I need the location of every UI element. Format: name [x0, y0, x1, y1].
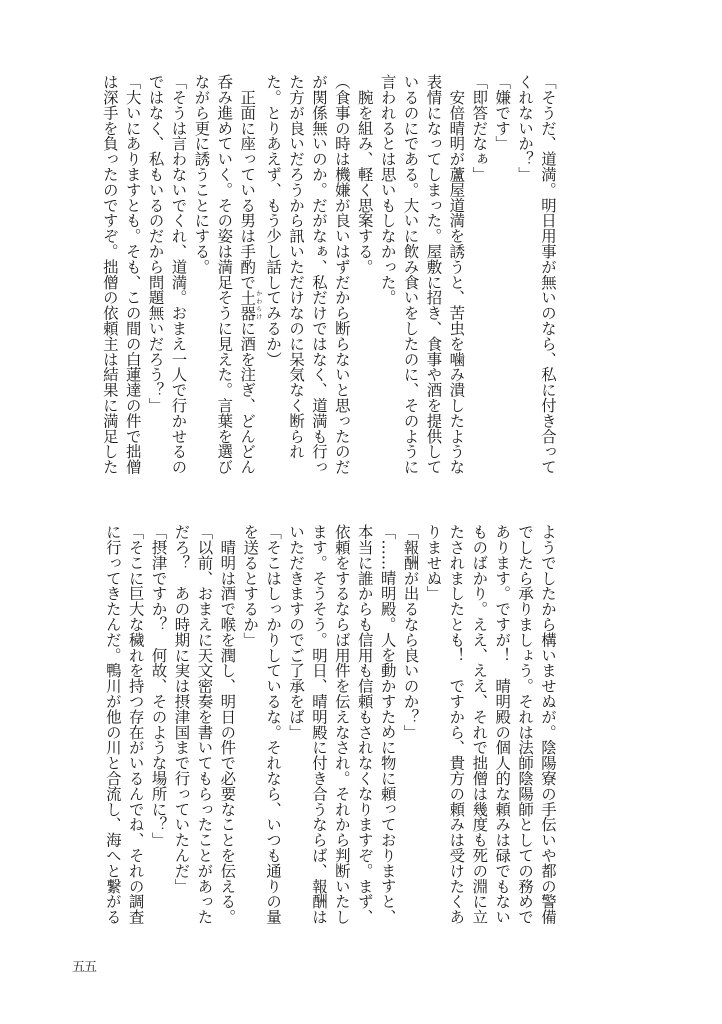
ruby-base: 土器: [238, 289, 257, 321]
text-column: 言われるとは思いもしなかった。: [378, 74, 397, 305]
text-column: ます。そうそう。明日、晴明殿に付き合うならば、報酬は: [309, 524, 328, 925]
text-column: 「嫌です」: [493, 74, 512, 151]
text-column: いるのにである。大いに飲み食いをしたのに、そのように: [401, 74, 420, 475]
upper-text-block: [98, 74, 559, 476]
text-column: くれないか？」: [516, 74, 535, 182]
text-segment: 正面に座っている男は手酌で: [238, 74, 257, 290]
ruby-annotation: [238, 289, 262, 321]
text-column: 「即答だなぁ」: [470, 74, 489, 182]
text-column: （食事の時は機嫌が良いはずだから断らないと思ったのだ: [332, 74, 351, 475]
text-column: いただきますのでご了承をば」: [287, 524, 306, 740]
text-column-with-ruby: [235, 74, 261, 476]
text-column: たされましたとも！ ですから、貴方の頼みは受けたくあ: [447, 524, 466, 925]
text-column: 晴明は酒で喉を潤し、明日の件で必要なことを伝える。: [218, 524, 237, 925]
text-column: 腕を組み、軽く思案する。: [355, 74, 374, 275]
ruby-reading: かわらけ: [254, 289, 262, 321]
text-column: 「報酬が出るなら良いのか？」: [401, 524, 420, 740]
lower-text-block: [101, 524, 559, 926]
text-column: 呑み進めていく。その姿は満足そうに見えた。言葉を選び: [215, 74, 234, 475]
text-column: りませぬ」: [424, 524, 443, 601]
text-column: 本当に誰からも信用も信頼もされなくなりますぞ。まず、: [355, 524, 374, 925]
text-column: た方が良いだろうから訊いただけなのに呆気なく断られ: [287, 74, 306, 459]
text-column: でしたら承りましょう。それは法師陰陽師としての務めで: [516, 524, 535, 925]
text-column: あります。ですが！ 晴明殿の個人的な頼みは碌でもない: [493, 524, 512, 925]
text-column: 依頼をするならば用件を伝えなされ。それから判断いたし: [332, 524, 351, 925]
text-column: は深手を負ったのですぞ。拙僧の依頼主は結果に満足した: [100, 74, 119, 475]
text-column: に行ってきたんだ。鴨川が他の川と合流し、海へと繋がる: [103, 524, 122, 925]
text-column: ながら更に誘うことにする。: [192, 74, 211, 275]
text-column: だろ？ あの時期に実は摂津国まで行っていたんだ」: [172, 524, 191, 894]
text-column: 「そうは言わないでくれ、道満。おまえ一人で行かせるの: [169, 74, 188, 475]
text-column: ものばかり。ええ、ええ、それで拙僧は幾度も死の淵に立: [470, 524, 489, 925]
text-segment: に酒を注ぎ、どんどん: [238, 320, 257, 475]
text-column: ではなく、私もいるのだから問題無いだろう？」: [146, 74, 165, 413]
text-column: 表情になってしまった。屋敷に招き、食事や酒を提供して: [424, 74, 443, 475]
text-column: ようでしたから構いませぬが。陰陽寮の手伝いや都の警備: [539, 524, 557, 925]
text-column: た。とりあえず、もう少し話してみるか）: [264, 74, 283, 367]
text-column: 「そこに巨大な穢れを持つ存在がいるんでね、それの調査: [126, 524, 145, 925]
text-column: 「摂津ですか？ 何故、そのような場所に？」: [149, 524, 168, 848]
text-column: が関係無いのか。だがなぁ、私だけではなく、道満も行っ: [309, 74, 328, 475]
text-column: 「大いにありますとも。そも、この間の白蓮達の件で拙僧: [123, 74, 142, 475]
text-column: 「以前、おまえに天文密奏を書いてもらったことがあった: [195, 524, 214, 925]
text-column: 「そうだ、道満。明日用事が無いのなら、私に付き合って: [539, 74, 557, 475]
text-column: を送るとするか」: [241, 524, 260, 648]
text-column: 「そこはしっかりしているな。それなら、いつも通りの量: [264, 524, 283, 925]
text-column: 「……晴明殿。人を動かすために物に頼っておりますと、: [378, 524, 397, 925]
page-number: 五五: [72, 960, 97, 975]
text-column: 安倍晴明が蘆屋道満を誘うと、苦虫を噛み潰したような: [447, 74, 466, 475]
